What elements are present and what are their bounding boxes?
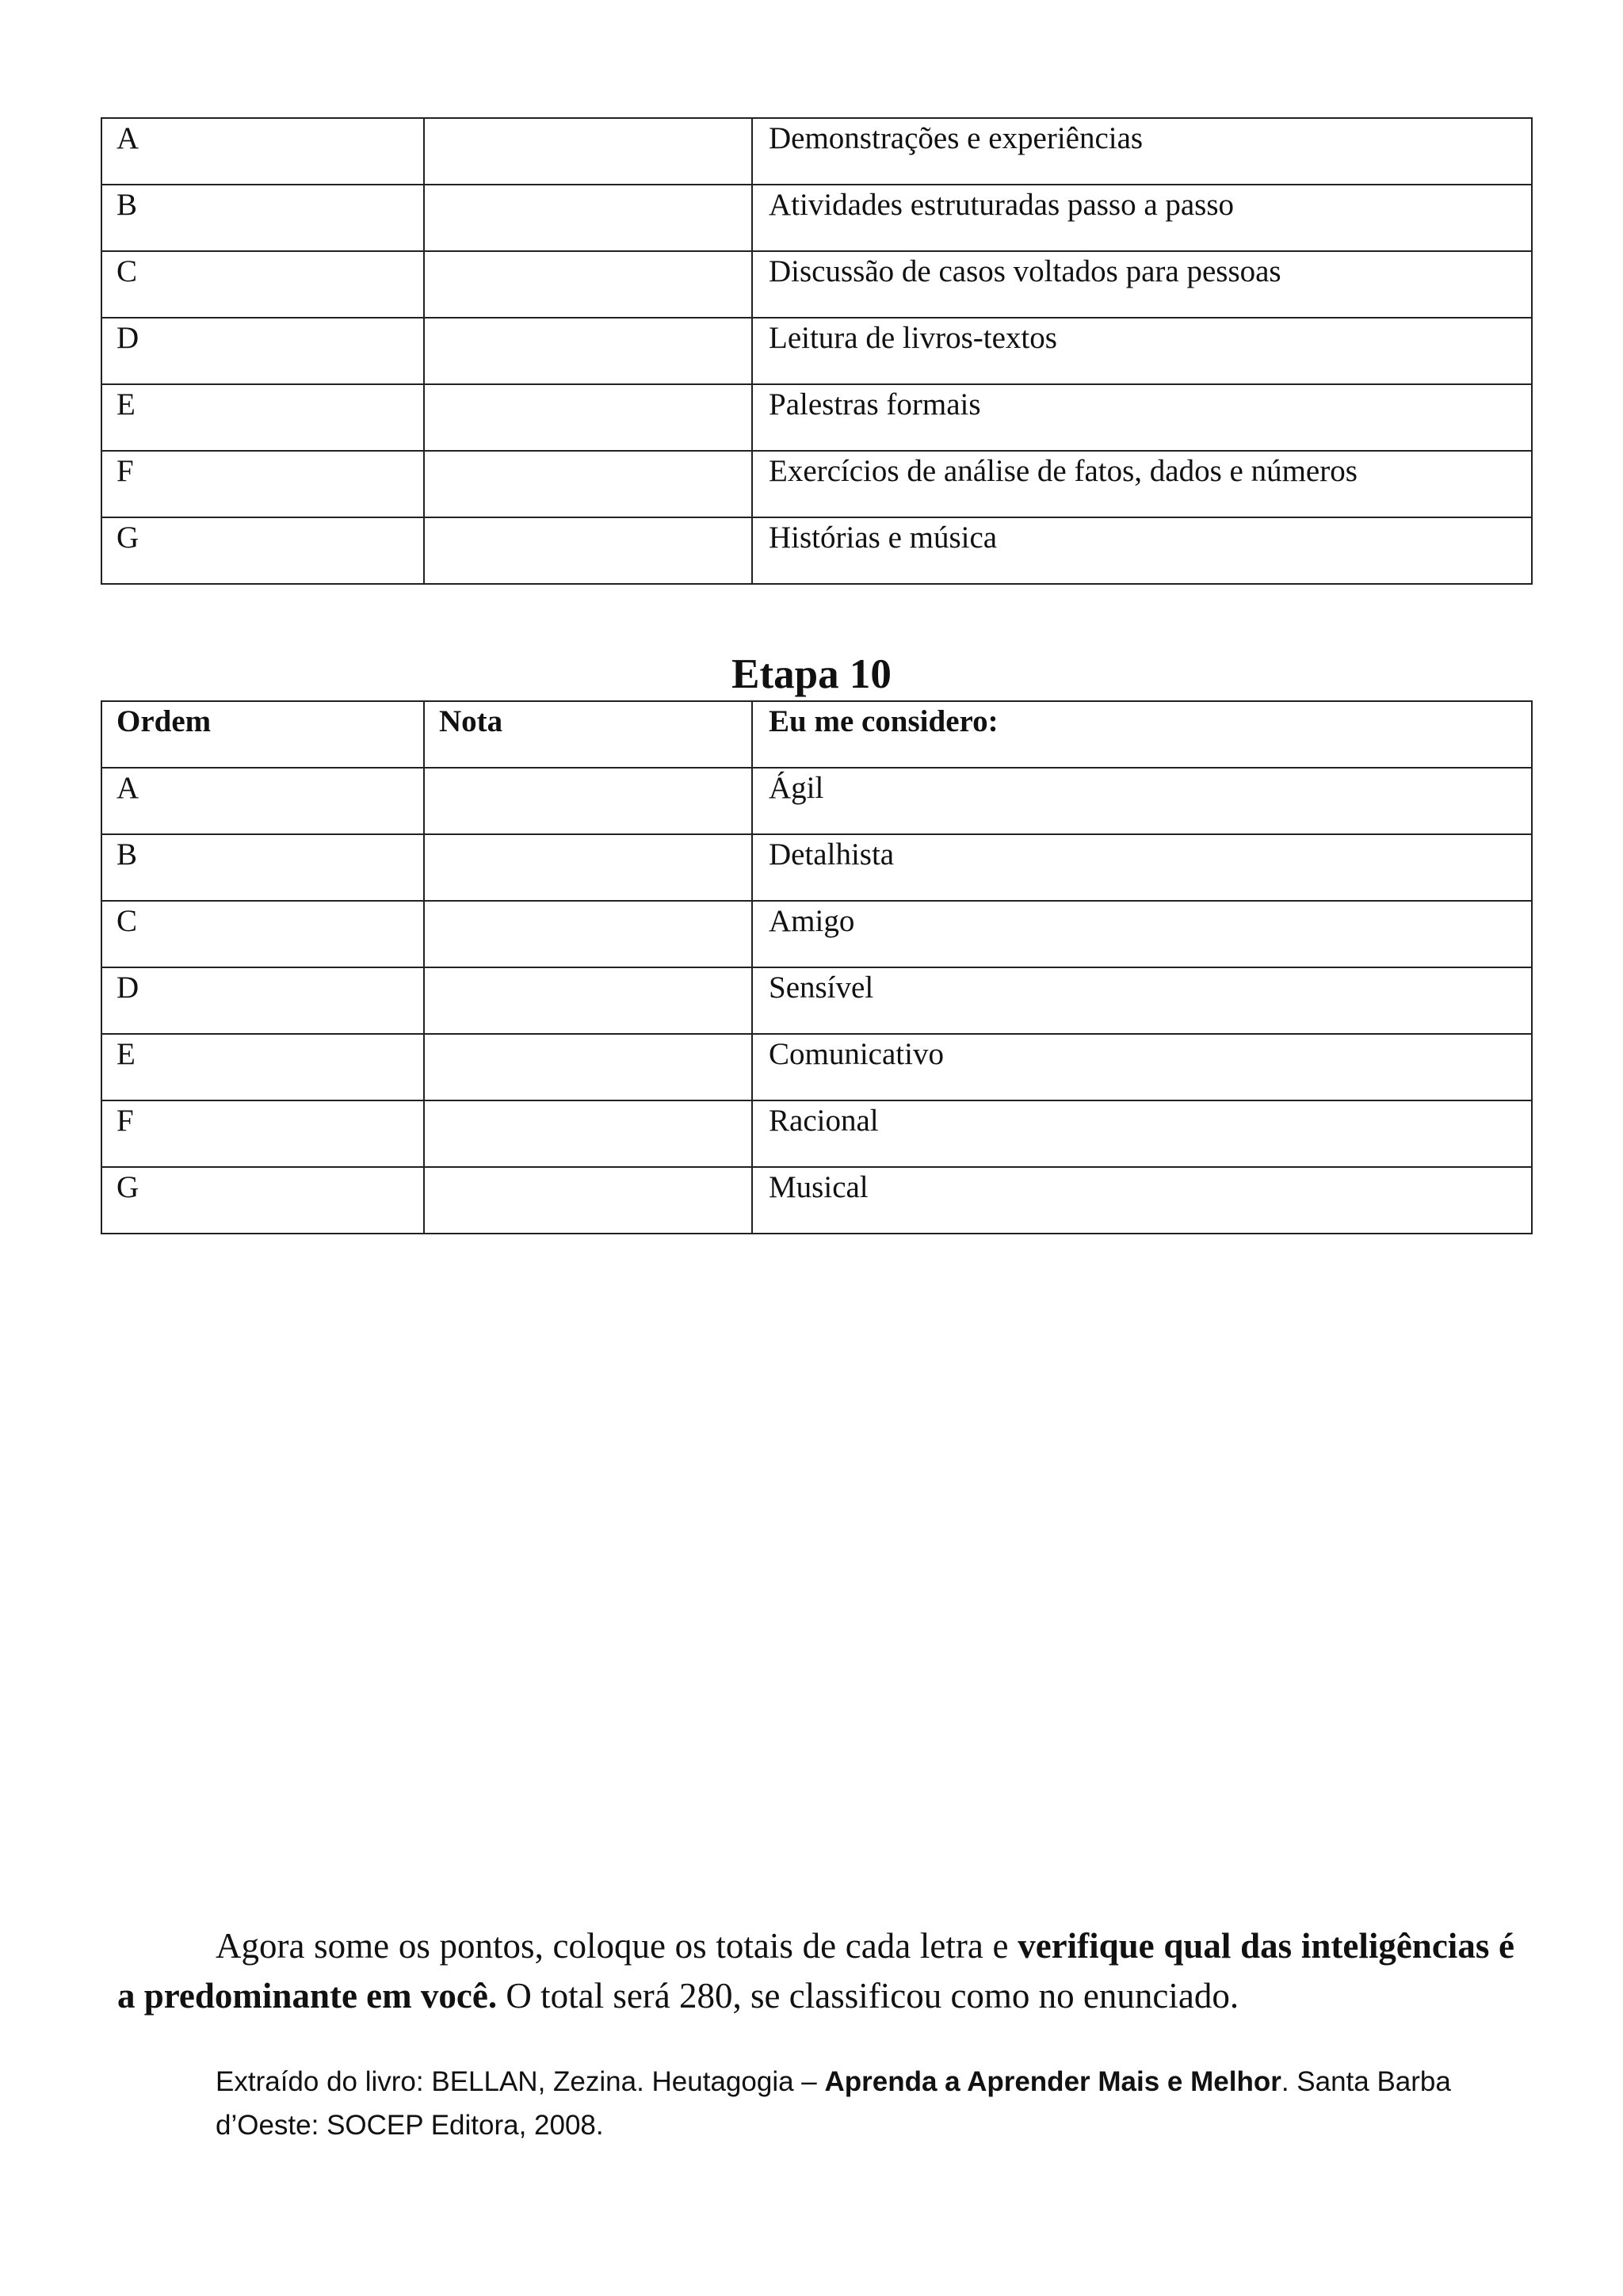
source-citation [216, 2060, 1452, 2147]
order-cell: D [101, 318, 424, 384]
order-cell: B [101, 834, 424, 901]
option-cell: Musical [752, 1167, 1532, 1234]
column-header-ordem: Ordem [101, 701, 424, 768]
score-cell[interactable] [424, 384, 752, 451]
score-cell[interactable] [424, 901, 752, 967]
table-row [101, 768, 1532, 834]
order-cell: G [101, 517, 424, 584]
table-row [101, 451, 1532, 517]
order-cell: F [101, 1100, 424, 1167]
table-row [101, 1167, 1532, 1234]
score-cell[interactable] [424, 118, 752, 185]
score-cell[interactable] [424, 834, 752, 901]
score-cell[interactable] [424, 1100, 752, 1167]
option-cell: Demonstrações e experiências [752, 118, 1532, 185]
table-row [101, 834, 1532, 901]
table-row [101, 251, 1532, 318]
score-cell[interactable] [424, 768, 752, 834]
section-title: Etapa 10 [731, 651, 892, 697]
option-cell: Palestras formais [752, 384, 1532, 451]
table-row [101, 1100, 1532, 1167]
table-row [101, 384, 1532, 451]
score-cell[interactable] [424, 185, 752, 251]
citation-suffix: . Santa Barba d’Oeste: SOCEP Editora, 2008. [216, 2066, 1451, 2141]
order-cell: B [101, 185, 424, 251]
methods-table [101, 117, 1533, 585]
citation-prefix: Extraído do livro: BELLAN, Zezina. Heutagogia – [216, 2066, 825, 2097]
option-cell: Amigo [752, 901, 1532, 967]
score-cell[interactable] [424, 318, 752, 384]
table-row [101, 318, 1532, 384]
etapa-10-table [101, 700, 1533, 1234]
order-cell: E [101, 1034, 424, 1100]
score-cell[interactable] [424, 517, 752, 584]
instruction-paragraph [117, 1921, 1514, 2021]
order-cell: A [101, 768, 424, 834]
order-cell: C [101, 901, 424, 967]
option-cell: Racional [752, 1100, 1532, 1167]
citation-book-title: Aprenda a Aprender Mais e Melhor [824, 2066, 1281, 2097]
table-row [101, 517, 1532, 584]
order-cell: E [101, 384, 424, 451]
option-cell: Discussão de casos voltados para pessoas [752, 251, 1532, 318]
table-row [101, 118, 1532, 185]
option-cell: Sensível [752, 967, 1532, 1034]
table-row [101, 185, 1532, 251]
order-cell: C [101, 251, 424, 318]
order-cell: D [101, 967, 424, 1034]
score-cell[interactable] [424, 251, 752, 318]
instruction-emphasis: verifique qual das inteligências é a predominante em você. [117, 1926, 1514, 2016]
order-cell: G [101, 1167, 424, 1234]
table-row [101, 967, 1532, 1034]
table-row [101, 901, 1532, 967]
option-cell: Exercícios de análise de fatos, dados e números [752, 451, 1532, 517]
score-cell[interactable] [424, 451, 752, 517]
option-cell: Detalhista [752, 834, 1532, 901]
option-cell: Ágil [752, 768, 1532, 834]
score-cell[interactable] [424, 1034, 752, 1100]
order-cell: A [101, 118, 424, 185]
score-cell[interactable] [424, 967, 752, 1034]
score-cell[interactable] [424, 1167, 752, 1234]
instruction-text-end: O total será 280, se classificou como no enunciado. [497, 1976, 1239, 2016]
option-cell: Comunicativo [752, 1034, 1532, 1100]
table-row [101, 1034, 1532, 1100]
column-header-considero: Eu me considero: [752, 701, 1532, 768]
order-cell: F [101, 451, 424, 517]
option-cell: Atividades estruturadas passo a passo [752, 185, 1532, 251]
column-header-nota: Nota [424, 701, 752, 768]
table-header-row [101, 701, 1532, 768]
option-cell: Histórias e música [752, 517, 1532, 584]
instruction-text: Agora some os pontos, coloque os totais de cada letra e [216, 1926, 1018, 1966]
option-cell: Leitura de livros-textos [752, 318, 1532, 384]
